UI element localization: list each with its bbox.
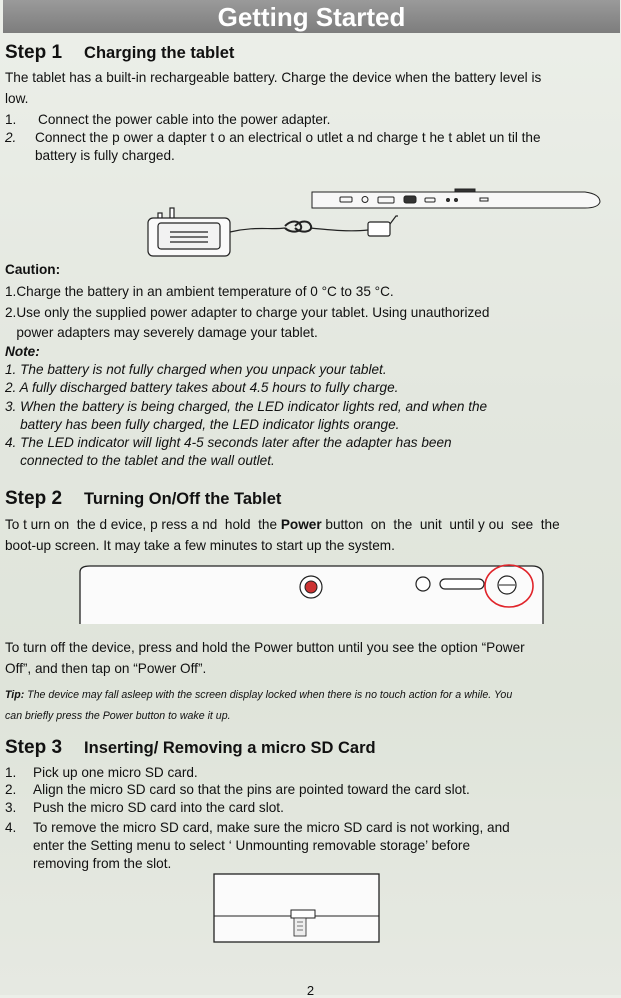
step1-intro-line1: The tablet has a built-in rechargeable battery. Charge the device when the battery level is: [5, 70, 542, 85]
sd-card-icon: [294, 918, 306, 936]
note-line-5: 4. The LED indicator will light 4-5 seconds later after the adapter has been: [5, 435, 452, 450]
caution-line-1: 1.Charge the battery in an ambient temperature of 0 °C to 35 °C.: [5, 284, 394, 299]
page-number: 2: [306, 983, 315, 998]
step3-item-2-text: Align the micro SD card so that the pins are pointed toward the card slot.: [33, 782, 470, 797]
note-label: Note:: [5, 344, 40, 359]
charger-tablet-illustration: [0, 180, 621, 260]
step2-off-line1: To turn off the device, press and hold the Power button until you see the option “Power: [5, 640, 525, 655]
step3-heading: Inserting/ Removing a micro SD Card: [84, 739, 376, 757]
step2-tip-line2: can briefly press the Power button to wake it up.: [5, 710, 231, 722]
step1-intro-line2: low.: [5, 91, 29, 106]
step1-item-1-text: Connect the power cable into the power adapter.: [38, 112, 331, 127]
caution-label: Caution:: [5, 262, 61, 277]
step1-item-1-num: 1.: [5, 112, 17, 127]
tip-label: Tip:: [5, 689, 25, 701]
note-line-1: 1. The battery is not fully charged when you unpack your tablet.: [5, 362, 387, 377]
step3-item-2-num: 2.: [5, 782, 17, 797]
step3-item-1-text: Pick up one micro SD card.: [33, 765, 198, 780]
step3-item-4-line1: To remove the micro SD card, make sure the micro SD card is not working, and: [33, 820, 510, 835]
step2-line1-post: button on the unit until y ou see the: [321, 517, 560, 532]
tip-text-1: The device may fall asleep with the screen display locked when there is no touch action for a while. You: [24, 689, 513, 701]
volume-button-icon: [440, 579, 484, 589]
step1-item-2-line2: battery is fully charged.: [35, 148, 175, 163]
step2-off-line2: Off”, and then tap on “Power Off”.: [5, 661, 207, 676]
step3-item-4-line2: enter the Setting menu to select ‘ Unmounting removable storage’ before: [33, 838, 471, 853]
step2-heading: Turning On/Off the Tablet: [84, 490, 282, 508]
note-line-6: connected to the tablet and the wall outlet.: [5, 453, 275, 468]
step3-item-4-line3: removing from the slot.: [33, 856, 172, 871]
step2-number: Step 2: [5, 488, 63, 509]
step1-item-2-line1: Connect the p ower a dapter t o an electrical o utlet a nd charge t he t ablet un til the: [35, 130, 541, 145]
sd-slot-icon: [291, 910, 315, 918]
caution-line-2: 2.Use only the supplied power adapter to charge your tablet. Using unauthorized: [5, 305, 490, 320]
step1-number: Step 1: [5, 42, 63, 63]
step1-header: [5, 42, 234, 64]
note-line-4: battery has been fully charged, the LED indicator lights orange.: [5, 417, 400, 432]
sd-card-slot-illustration: [0, 870, 621, 950]
step3-item-4-num: 4.: [5, 820, 17, 835]
tablet-top-edge-illustration: [0, 560, 621, 630]
step2-line1-power: Power: [280, 517, 322, 532]
note-line-2: 2. A fully discharged battery takes about 4.5 hours to fully charge.: [5, 380, 399, 395]
note-line-3: 3. When the battery is being charged, the LED indicator lights red, and when the: [5, 399, 488, 414]
step3-item-3-num: 3.: [5, 800, 17, 815]
headphone-jack-icon: [416, 577, 430, 591]
step3-number: Step 3: [5, 737, 63, 758]
step2-line2: boot-up screen. It may take a few minutes to start up the system.: [5, 538, 395, 553]
power-adapter-icon: [148, 208, 398, 256]
caution-line-3: power adapters may severely damage your tablet.: [5, 325, 318, 340]
step3-item-1-num: 1.: [5, 765, 17, 780]
step2-header: [5, 488, 281, 510]
step2-line1: [5, 517, 560, 533]
tablet-side-view-icon: [312, 189, 600, 208]
page-title: Getting Started: [3, 0, 620, 33]
step1-heading: Charging the tablet: [84, 44, 235, 62]
step2-tip-line1: [5, 687, 512, 703]
camera-lens-icon: [305, 581, 317, 593]
step3-header: [5, 737, 376, 759]
step3-item-3-text: Push the micro SD card into the card slot.: [33, 800, 284, 815]
step2-line1-pre: To t urn on the d evice, p ress a nd hold the: [5, 517, 281, 532]
step1-item-2-num: 2.: [5, 130, 17, 145]
